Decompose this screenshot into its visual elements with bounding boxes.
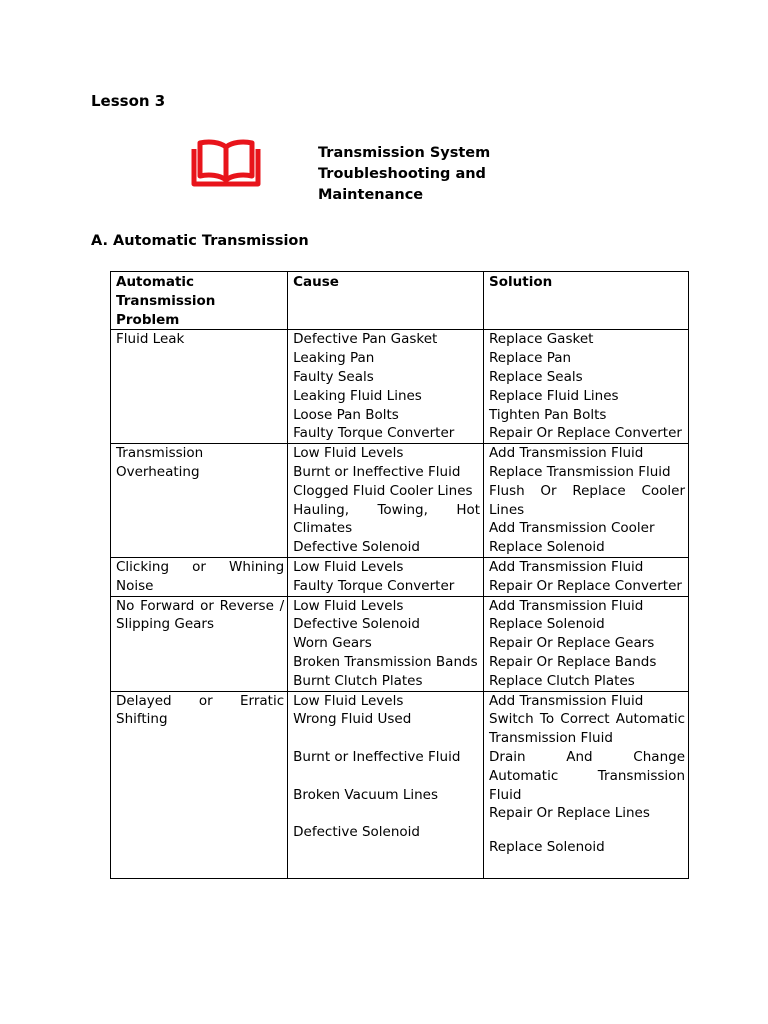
cause-item: Burnt Clutch Plates bbox=[293, 672, 423, 689]
cause-item: Faulty Torque Converter bbox=[293, 425, 455, 442]
solution-cell bbox=[484, 330, 689, 444]
solution-item: Replace Clutch Plates bbox=[489, 672, 635, 689]
table-row bbox=[111, 691, 689, 878]
cause-cell bbox=[288, 330, 484, 444]
solution-item: Add Transmission Fluid bbox=[489, 597, 644, 614]
solution-item: Add Transmission Cooler bbox=[489, 520, 655, 537]
solution-item: Replace Gasket bbox=[489, 331, 594, 348]
section-heading: A. Automatic Transmission bbox=[91, 233, 309, 249]
cause-item: Low Fluid Levels bbox=[293, 597, 404, 614]
cause-item: Defective Pan Gasket bbox=[293, 331, 438, 348]
solution-item: Replace Solenoid bbox=[489, 539, 605, 556]
lesson-title bbox=[318, 143, 490, 206]
solution-cell bbox=[484, 691, 689, 878]
cause-item: Leaking Pan bbox=[293, 350, 375, 367]
cause-item: Defective Solenoid bbox=[293, 824, 420, 841]
solution-item: Flush Or Replace Cooler Lines bbox=[489, 482, 685, 518]
header-solution: Solution bbox=[484, 272, 689, 330]
solution-item: Replace Fluid Lines bbox=[489, 387, 619, 404]
cause-item: Leaking Fluid Lines bbox=[293, 387, 422, 404]
cause-item: Clogged Fluid Cooler Lines bbox=[293, 482, 473, 499]
title-line: Transmission System bbox=[318, 145, 491, 161]
solution-item: Repair Or Replace Converter bbox=[489, 577, 682, 594]
table-header-row bbox=[111, 272, 689, 330]
solution-item: Tighten Pan Bolts bbox=[489, 406, 607, 423]
cause-item: Loose Pan Bolts bbox=[293, 406, 399, 423]
problem-cell: No Forward or Reverse / Slipping Gears bbox=[111, 596, 288, 691]
solution-item: Add Transmission Fluid bbox=[489, 445, 644, 462]
cause-item: Hauling, Towing, Hot Climates bbox=[293, 501, 481, 537]
solution-cell bbox=[484, 557, 689, 596]
solution-item: Replace Solenoid bbox=[489, 839, 605, 856]
cause-item: Low Fluid Levels bbox=[293, 445, 404, 462]
cause-item: Burnt or Ineffective Fluid bbox=[293, 748, 461, 765]
solution-item: Add Transmission Fluid bbox=[489, 558, 644, 575]
solution-item: Switch To Correct Automatic Transmission Fluid bbox=[489, 711, 685, 747]
title-line: Troubleshooting and bbox=[318, 166, 486, 182]
cause-item: Wrong Fluid Used bbox=[293, 711, 412, 728]
problem-cell: Transmission Overheating bbox=[111, 444, 288, 558]
solution-item: Repair Or Replace Bands bbox=[489, 653, 657, 670]
cause-item: Low Fluid Levels bbox=[293, 692, 404, 709]
table-row bbox=[111, 330, 689, 444]
solution-item: Repair Or Replace Gears bbox=[489, 635, 655, 652]
lesson-heading: Lesson 3 bbox=[91, 92, 166, 110]
header-cause: Cause bbox=[288, 272, 484, 330]
solution-item: Replace Solenoid bbox=[489, 616, 605, 633]
cause-item: Worn Gears bbox=[293, 635, 372, 652]
problem-cell: Clicking or Whining Noise bbox=[111, 557, 288, 596]
cause-item: Faulty Torque Converter bbox=[293, 577, 455, 594]
problem-cell: Delayed or Erratic Shifting bbox=[111, 691, 288, 878]
header-problem: Automatic Transmission Problem bbox=[111, 272, 288, 330]
cause-item: Faulty Seals bbox=[293, 368, 374, 385]
cause-item: Broken Vacuum Lines bbox=[293, 786, 439, 803]
solution-item: Replace Transmission Fluid bbox=[489, 463, 671, 480]
solution-cell bbox=[484, 444, 689, 558]
cause-cell bbox=[288, 596, 484, 691]
solution-cell bbox=[484, 596, 689, 691]
table-row bbox=[111, 596, 689, 691]
solution-item: Add Transmission Fluid bbox=[489, 692, 644, 709]
cause-item: Defective Solenoid bbox=[293, 616, 420, 633]
cause-cell bbox=[288, 557, 484, 596]
solution-item: Repair Or Replace Converter bbox=[489, 425, 682, 442]
solution-item: Repair Or Replace Lines bbox=[489, 805, 650, 822]
cause-item: Burnt or Ineffective Fluid bbox=[293, 463, 461, 480]
solution-item: Drain And Change Automatic Transmission Fluid bbox=[489, 748, 685, 803]
table-row bbox=[111, 444, 689, 558]
solution-item: Replace Pan bbox=[489, 350, 572, 367]
book-icon bbox=[191, 137, 261, 187]
troubleshooting-table bbox=[110, 271, 689, 879]
table-row bbox=[111, 557, 689, 596]
title-line: Maintenance bbox=[318, 187, 424, 203]
problem-cell: Fluid Leak bbox=[111, 330, 288, 444]
cause-item: Low Fluid Levels bbox=[293, 558, 404, 575]
solution-item: Replace Seals bbox=[489, 368, 583, 385]
cause-cell bbox=[288, 444, 484, 558]
cause-item: Broken Transmission Bands bbox=[293, 653, 478, 670]
cause-cell bbox=[288, 691, 484, 878]
cause-item: Defective Solenoid bbox=[293, 539, 420, 556]
